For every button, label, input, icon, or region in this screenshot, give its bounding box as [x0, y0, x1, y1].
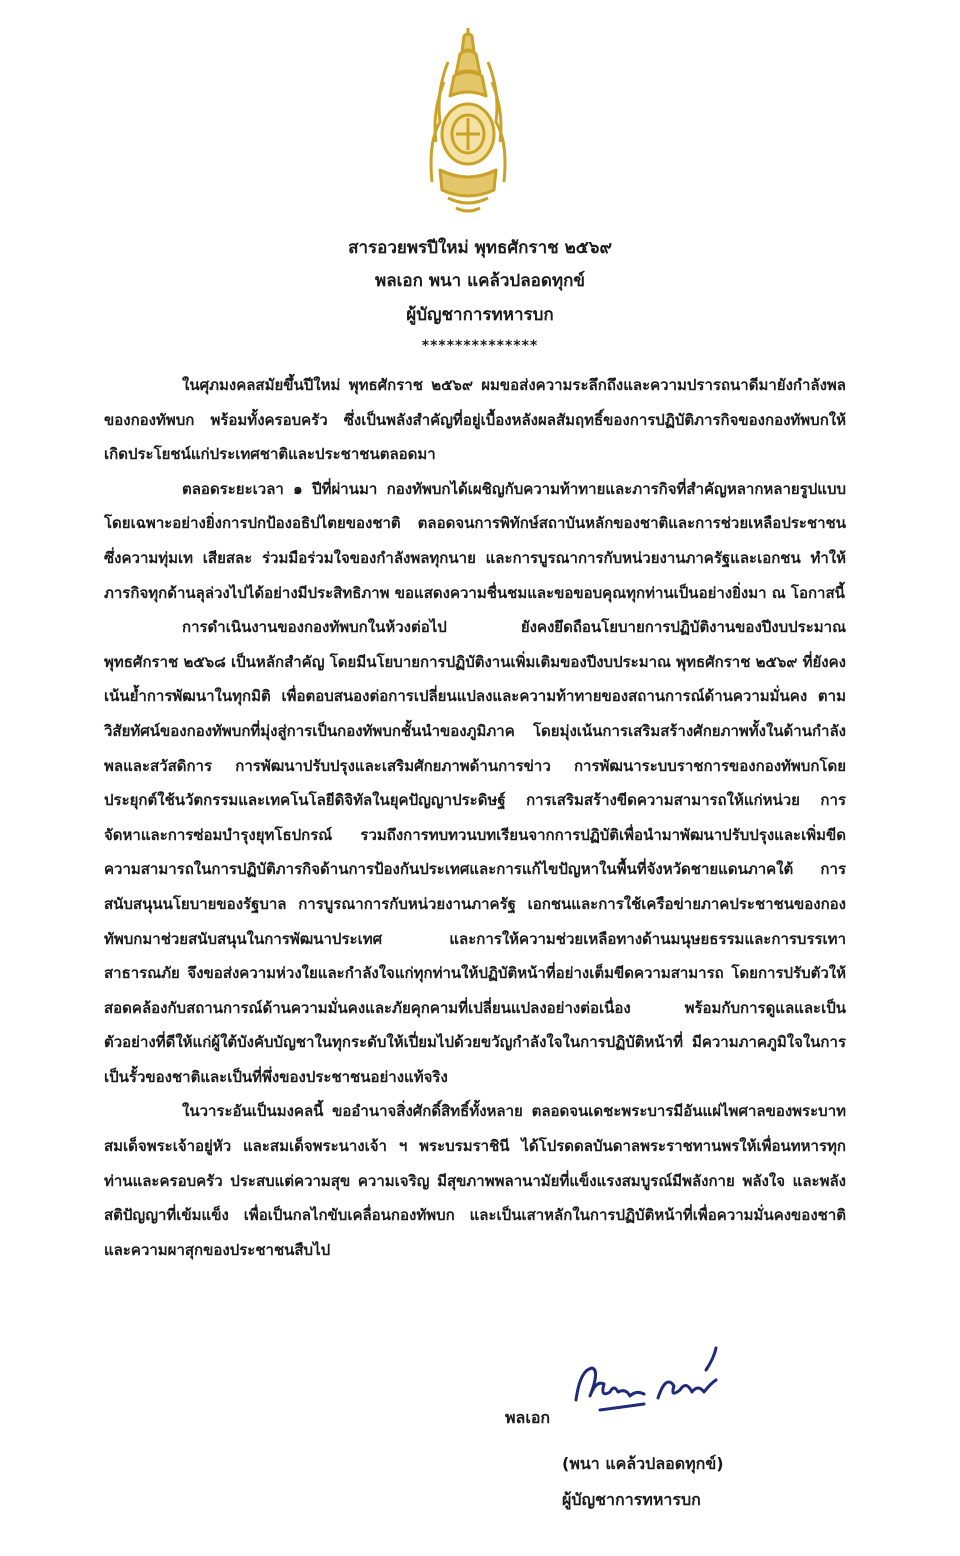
signature-name: (พนา แคล้วปลอดทุกข์)	[562, 1454, 724, 1473]
paragraph: ในศุภมงคลสมัยขึ้นปีใหม่ พุทธศักราช ๒๕๖๙ ผมขอส่งความระลึกถึงและความปรารถนาดีมายังกำลังพลของกองทัพบก พร้อมทั้งครอบครัว ซึ่งเป็นพลังสำคัญที่อยู่เบื้องหลังผลสัมฤทธิ์ของการปฏิบัติภารกิจของกองทัพบกให้เกิดประโยชน์แก่ประเทศชาติและประชาชนตลอดมา	[104, 376, 846, 464]
letter-title: สารอวยพรปีใหม่ พุทธศักราช ๒๕๖๙	[348, 238, 612, 258]
handwritten-signature	[570, 1340, 730, 1430]
paragraph: ตลอดระยะเวลา ๑ ปีที่ผ่านมา กองทัพบกได้เผชิญกับความท้าทายและภารกิจที่สำคัญหลากหลายรูปแบบ โดยเฉพาะอย่างยิ่งการปกป้องอธิปไตยของชาติ ตลอดจนการพิทักษ์สถาบันหลักของชาติและการช่วยเหลือประชาชน ซึ่งความทุ่มเท เสียสละ ร่วมมือร่วมใจของกำลังพลทุกนาย และการบูรณาการกับหน่วยงานภาครัฐและเอกชน ทำให้ภารกิจทุกด้านลุล่วงไปได้อย่างมีประสิทธิภาพ ขอแสดงความชื่นชมและขอขอบคุณทุกท่านเป็นอย่างยิ่งมา ณ โอกาสนี้	[104, 479, 846, 602]
signature-rank: พลเอก	[505, 1408, 551, 1427]
signature-title: ผู้บัญชาการทหารบก	[562, 1490, 701, 1509]
paragraph: การดำเนินงานของกองทัพบกในห้วงต่อไป ยังคงยึดถือนโยบายการปฏิบัติงานของปีงบประมาณพุทธศักราช ๒๕๖๘ เป็นหลักสำคัญ โดยมีนโยบายการปฏิบัติงานเพิ่มเติมของปีงบประมาณ พุทธศักราช ๒๕๖๙ ที่ยังคงเน้นย้ำการพัฒนาในทุกมิติ เพื่อตอบสนองต่อการเปลี่ยนแปลงและความท้าทายของสถานการณ์ด้านความมั่นคง ตามวิสัยทัศน์ของกองทัพบกที่มุ่งสู่การเป็นกองทัพบกชั้นนำของภูมิภาค โดยมุ่งเน้นการเสริมสร้างศักยภาพทั้งในด้านกำลังพลและสวัสดิการ การพัฒนาปรับปรุงและเสริมศักยภาพด้านการข่าว การพัฒนาระบบราชการของกองทัพบกโดยประยุกต์ใช้นวัตกรรมและเทคโนโลยีดิจิทัลในยุคปัญญาประดิษฐ์ การเสริมสร้างขีดความสามารถให้แก่หน่วย การจัดหาและการซ่อมบำรุงยุทโธปกรณ์ รวมถึงการทบทวนบทเรียนจากการปฏิบัติเพื่อนำมาพัฒนาปรับปรุงและเพิ่มขีดความสามารถในการปฏิบัติภารกิจด้านการป้องกันประเทศและการแก้ไขปัญหาในพื้นที่จังหวัดชายแดนภาคใต้ การสนับสนุนนโยบายของรัฐบาล การบูรณาการกับหน่วยงานภาครัฐ เอกชนและการใช้เครือข่ายภาคประชาชนของกองทัพบกมาช่วยสนับสนุนในการพัฒนาประเทศ และการให้ความช่วยเหลือทางด้านมนุษยธรรมและการบรรเทาสาธารณภัย จึงขอส่งความห่วงใยและกำลังใจแก่ทุกท่านให้ปฏิบัติหน้าที่อย่างเต็มขีดความสามารถ โดยการปรับตัวให้สอดคล้องกับสถานการณ์ด้านความมั่นคงและภัยคุกคามที่เปลี่ยนแปลงอย่างต่อเนื่อง พร้อมกับการดูแลและเป็นตัวอย่างที่ดีให้แก่ผู้ใต้บังคับบัญชาในทุกระดับให้เปี่ยมไปด้วยขวัญกำลังใจในการปฏิบัติหน้าที่ มีความภาคภูมิใจในการเป็นรั้วของชาติและเป็นที่พึ่งของประชาชนอย่างแท้จริง	[104, 618, 846, 1086]
paragraph: ในวาระอันเป็นมงคลนี้ ขออำนาจสิ่งศักดิ์สิทธิ์ทั้งหลาย ตลอดจนเดชะพระบารมีอันแผ่ไพศาลของพระบาทสมเด็จพระเจ้าอยู่หัว และสมเด็จพระนางเจ้า ฯ พระบรมราชินี ได้โปรดดลบันดาลพระราชทานพรให้เพื่อนทหารทุกท่านและครอบครัว ประสบแต่ความสุข ความเจริญ มีสุขภาพพลานามัยที่แข็งแรงสมบูรณ์มีพลังกาย พลังใจ และพลังสติปัญญาที่เข้มแข็ง เพื่อเป็นกลไกขับเคลื่อนกองทัพบก และเป็นเสาหลักในการปฏิบัติหน้าที่เพื่อความมั่นคงของชาติและความผาสุกของประชาชนสืบไป	[104, 1102, 846, 1259]
royal-thai-army-emblem-icon	[418, 22, 518, 218]
separator: **************	[421, 338, 539, 354]
letter-body	[104, 368, 846, 1267]
author-position: ผู้บัญชาการทหารบก	[406, 305, 554, 325]
author-name: พลเอก พนา แคล้วปลอดทุกข์	[374, 271, 586, 291]
